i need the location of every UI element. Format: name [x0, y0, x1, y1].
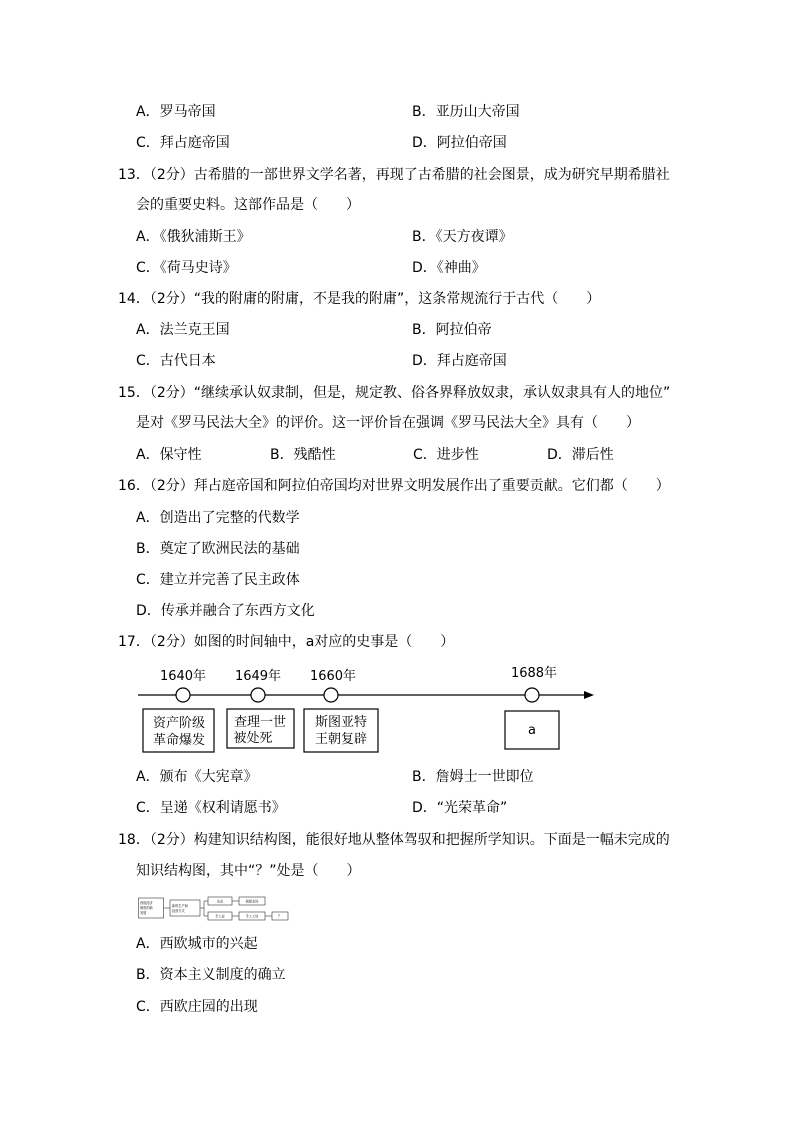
q16-option-a: A．创造出了完整的代数学 — [136, 510, 300, 526]
kmap-box-handicraft-label: 手工业 — [215, 914, 225, 919]
q15-option-a: A．保守性 — [136, 447, 202, 463]
q12-option-c: C．拜占庭帝国 — [136, 135, 230, 151]
q12-option-b: B．亚历山大帝国 — [412, 104, 520, 120]
kmap-box-production — [170, 900, 200, 916]
kmap-box-tenant-farm-label: 租佃农场 — [245, 899, 259, 904]
timeline-arrow-icon — [584, 691, 594, 699]
q17-option-b: B．詹姆士一世即位 — [412, 769, 534, 785]
kmap-box-workshop-label: 手工工场 — [245, 914, 259, 919]
q13-option-c: C．《荷马史诗》 — [136, 260, 237, 276]
timeline-event-1649-line1: 查理一世 — [233, 715, 287, 730]
q12-option-a: A．罗马帝国 — [136, 104, 216, 120]
q16-option-d: D．传承并融合了东西方文化 — [136, 603, 315, 619]
q18-stem-line1: 18．（2分）构建知识结构图，能很好地从整体驾驭和把握所学知识。下面是一幅未完成的 — [118, 832, 670, 848]
kmap-box-root-line2: 制度的新 — [140, 906, 153, 910]
q15-option-d: D．滞后性 — [547, 447, 614, 463]
timeline-event-1660-line1: 斯图亚特 — [314, 715, 368, 730]
timeline-node-1640 — [176, 688, 190, 702]
timeline-event-1660-line2: 王朝复辟 — [314, 732, 368, 747]
q14-option-b: B．阿拉伯帝 — [412, 322, 492, 338]
kmap-box-agriculture-label: 农业 — [216, 899, 224, 904]
q15-option-b: B．残酷性 — [270, 447, 336, 463]
timeline-event-1649-line2: 被处死 — [233, 731, 273, 746]
q14-stem-line1: 14．（2分）“我的附庸的附庸，不是我的附庸”，这条常规流行于古代（ ） — [118, 291, 601, 307]
q14-option-a: A．法兰克王国 — [136, 322, 230, 338]
timeline-year-1660: 1660年 — [309, 669, 357, 684]
q18-stem-line2: 知识结构图，其中“？”处是（ ） — [136, 863, 361, 879]
q15-stem-line1: 15．（2分）“继续承认奴隶制，但是，规定教、俗各界释放奴隶，承认奴隶具有人的地位” — [118, 385, 671, 401]
q18-option-b: B．资本主义制度的确立 — [136, 967, 286, 983]
kmap-box-production-line1: 新的生产和 — [172, 904, 188, 908]
kmap-box-production-line2: 经营方式 — [172, 909, 185, 913]
timeline-year-1688: 1688年 — [510, 666, 558, 681]
q16-option-b: B．奠定了欧洲民法的基础 — [136, 541, 300, 557]
q14-option-d: D．拜占庭帝国 — [412, 353, 507, 369]
kmap-box-root-line1: 西欧经济 — [140, 901, 153, 905]
kmap-box-root-line3: 发展 — [140, 911, 147, 915]
timeline-year-1649: 1649年 — [234, 669, 282, 684]
q12-option-d: D．阿拉伯帝国 — [412, 135, 507, 151]
q13-stem-line2: 会的重要史料。这部作品是（ ） — [136, 197, 360, 213]
timeline-event-1640-line1: 资产阶级 — [152, 716, 206, 731]
q17-option-a: A．颁布《大宪章》 — [136, 769, 258, 785]
timeline-node-1688 — [525, 688, 539, 702]
q13-stem-line1: 13．（2分）古希腊的一部世界文学名著，再现了古希腊的社会图景，成为研究早期希腊社 — [118, 167, 670, 183]
knowledge-structure-diagram — [138, 895, 290, 921]
q16-stem-line1: 16．（2分）拜占庭帝国和阿拉伯帝国均对世界文明发展作出了重要贡献。它们都（ ） — [118, 478, 670, 494]
q14-option-c: C．古代日本 — [136, 353, 216, 369]
timeline-figure — [138, 660, 598, 760]
timeline-event-1688-label: a — [528, 723, 536, 738]
q13-option-b: B．《天方夜谭》 — [412, 229, 513, 245]
q18-option-a: A．西欧城市的兴起 — [136, 936, 258, 952]
q16-option-c: C．建立并完善了民主政体 — [136, 572, 300, 588]
q17-option-d: D．“光荣革命” — [412, 800, 508, 816]
timeline-node-1660 — [324, 688, 338, 702]
q18-option-c: C．西欧庄园的出现 — [136, 999, 258, 1015]
q17-stem-line1: 17．（2分）如图的时间轴中，a对应的史事是（ ） — [118, 634, 455, 650]
kmap-box-unknown-label: ？ — [278, 913, 282, 919]
q13-option-a: A．《俄狄浦斯王》 — [136, 229, 251, 245]
q15-stem-line2: 是对《罗马民法大全》的评价。这一评价旨在强调《罗马民法大全》具有（ ） — [136, 415, 640, 431]
timeline-event-1640-line2: 革命爆发 — [152, 733, 206, 748]
q15-option-c: C．进步性 — [413, 447, 479, 463]
timeline-year-1640: 1640年 — [159, 669, 207, 684]
q17-option-c: C．呈递《权利请愿书》 — [136, 800, 286, 816]
q13-option-d: D．《神曲》 — [412, 260, 486, 276]
timeline-node-1649 — [251, 688, 265, 702]
